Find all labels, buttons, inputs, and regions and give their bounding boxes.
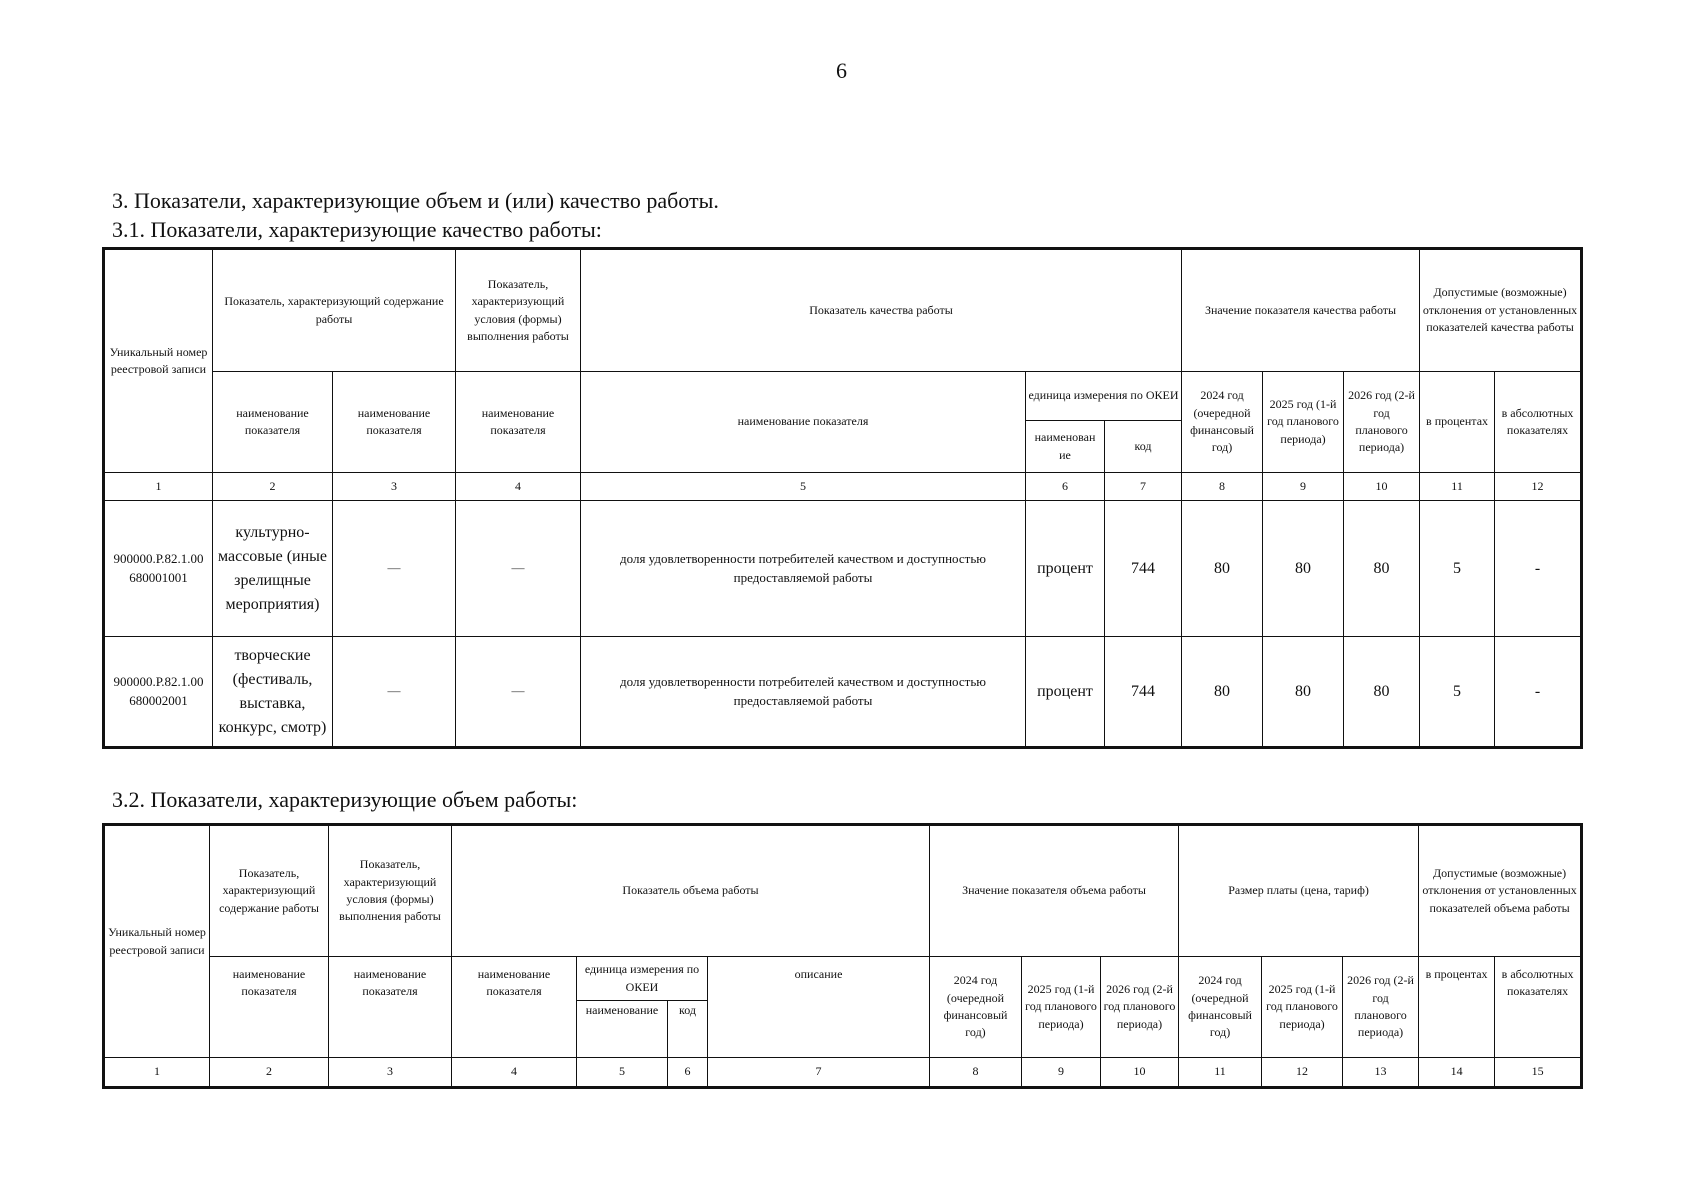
column-number: 5 [577, 1058, 668, 1087]
column-number: 2 [210, 1058, 329, 1087]
column-number: 7 [1105, 473, 1182, 501]
header-year-2025: 2025 год (1-й год планового периода) [1263, 372, 1344, 473]
header-content-indicator: Показатель, характеризующий содержание работы [210, 826, 329, 957]
column-number: 14 [1419, 1058, 1495, 1087]
section-3-1-heading: 3.1. Показатели, характеризующие качество работы: [112, 217, 602, 242]
column-number: 4 [452, 1058, 577, 1087]
section-3-heading: 3. Показатели, характеризующие объем и (или) качество работы. [112, 188, 719, 213]
header-deviations: Допустимые (возможные) отклонения от установленных показателей объема работы [1419, 826, 1581, 957]
header-percent: в процентах [1419, 957, 1495, 1058]
header-fee-2024: 2024 год (очередной финансовый год) [1179, 957, 1262, 1058]
header-absolute: в абсолютных показателях [1495, 957, 1581, 1058]
header-volume-2026: 2026 год (2-й год планового периода) [1101, 957, 1179, 1058]
header-unit-name: наименован ие [1026, 421, 1105, 473]
deviation-absolute-cell: - [1495, 501, 1581, 637]
unit-name-cell: процент [1026, 637, 1105, 747]
content-name2-cell: — [333, 637, 456, 747]
table-row [105, 501, 1581, 637]
header-volume-value: Значение показателя объема работы [930, 826, 1179, 957]
unique-number-cell: 900000.Р.82.1.00 680001001 [105, 501, 213, 637]
volume-indicators-table [104, 825, 1581, 1087]
header-unit-name: наименование [577, 1001, 668, 1058]
header-content-indicator: Показатель, характеризующий содержание работы [213, 250, 456, 372]
column-number: 6 [668, 1058, 708, 1087]
header-description: описание [708, 957, 930, 1058]
header-deviations: Допустимые (возможные) отклонения от установленных показателей качества работы [1420, 250, 1581, 372]
column-number: 2 [213, 473, 333, 501]
section-3-2-heading: 3.2. Показатели, характеризующие объем работы: [112, 787, 578, 812]
column-number: 13 [1343, 1058, 1419, 1087]
header-fee-2026: 2026 год (2-й год планового периода) [1343, 957, 1419, 1058]
indicator-name-cell: доля удовлетворенности потребителей качеством и доступностью предоставляемой работы [581, 637, 1026, 747]
header-unit-code: код [668, 1001, 708, 1058]
deviation-absolute-cell: - [1495, 637, 1581, 747]
header-volume-indicator: Показатель объема работы [452, 826, 930, 957]
unit-name-cell: процент [1026, 501, 1105, 637]
header-unique-number: Уникальный номер реестровой записи [105, 826, 210, 1058]
header-volume-2024: 2024 год (очередной финансовый год) [930, 957, 1022, 1058]
column-number: 10 [1344, 473, 1420, 501]
content-name-cell: творческие (фестиваль, выставка, конкурс, смотр) [213, 637, 333, 747]
column-number: 11 [1420, 473, 1495, 501]
column-number: 12 [1495, 473, 1581, 501]
header-okei-unit: единица измерения по ОКЕИ [1026, 372, 1182, 421]
column-number: 1 [105, 1058, 210, 1087]
deviation-percent-cell: 5 [1420, 637, 1495, 747]
column-number: 3 [329, 1058, 452, 1087]
value-2026-cell: 80 [1344, 637, 1420, 747]
content-name2-cell: — [333, 501, 456, 637]
column-number: 7 [708, 1058, 930, 1087]
column-number: 1 [105, 473, 213, 501]
content-name-cell: культурно-массовые (иные зрелищные мероприятия) [213, 501, 333, 637]
column-number: 5 [581, 473, 1026, 501]
column-number: 11 [1179, 1058, 1262, 1087]
header-unique-number: Уникальный номер реестровой записи [105, 250, 213, 473]
table-row [105, 637, 1581, 747]
quality-indicators-table [104, 249, 1581, 747]
indicator-name-cell: доля удовлетворенности потребителей качеством и доступностью предоставляемой работы [581, 501, 1026, 637]
value-2025-cell: 80 [1263, 637, 1344, 747]
value-2024-cell: 80 [1182, 501, 1263, 637]
header-okei-unit: единица измерения по ОКЕИ [577, 957, 708, 1001]
column-number: 8 [930, 1058, 1022, 1087]
header-indicator-name-3: наименование показателя [452, 957, 577, 1058]
unit-code-cell: 744 [1105, 501, 1182, 637]
header-year-2024: 2024 год (очередной финансовый год) [1182, 372, 1263, 473]
unit-code-cell: 744 [1105, 637, 1182, 747]
value-2024-cell: 80 [1182, 637, 1263, 747]
header-indicator-name-1: наименование показателя [210, 957, 329, 1058]
header-absolute: в абсолютных показателях [1495, 372, 1581, 473]
column-number: 3 [333, 473, 456, 501]
header-condition-indicator: Показатель, характеризующий условия (формы) выполнения работы [456, 250, 581, 372]
header-indicator-name-4: наименование показателя [581, 372, 1026, 473]
deviation-percent-cell: 5 [1420, 501, 1495, 637]
column-number: 12 [1262, 1058, 1343, 1087]
page-number: 6 [836, 58, 847, 83]
header-indicator-name-2: наименование показателя [333, 372, 456, 473]
condition-name-cell: — [456, 501, 581, 637]
column-number: 15 [1495, 1058, 1581, 1087]
header-year-2026: 2026 год (2-й год планового периода) [1344, 372, 1420, 473]
value-2025-cell: 80 [1263, 501, 1344, 637]
header-fee-2025: 2025 год (1-й год планового периода) [1262, 957, 1343, 1058]
column-number: 10 [1101, 1058, 1179, 1087]
condition-name-cell: — [456, 637, 581, 747]
header-quality-indicator: Показатель качества работы [581, 250, 1182, 372]
header-condition-indicator: Показатель, характеризующий условия (формы) выполнения работы [329, 826, 452, 957]
column-number: 6 [1026, 473, 1105, 501]
header-percent: в процентах [1420, 372, 1495, 473]
unique-number-cell: 900000.Р.82.1.00 680002001 [105, 637, 213, 747]
header-indicator-name-2: наименование показателя [329, 957, 452, 1058]
column-number: 9 [1022, 1058, 1101, 1087]
header-fee: Размер платы (цена, тариф) [1179, 826, 1419, 957]
header-volume-2025: 2025 год (1-й год планового периода) [1022, 957, 1101, 1058]
header-quality-value: Значение показателя качества работы [1182, 250, 1420, 372]
header-unit-code: код [1105, 421, 1182, 473]
column-number: 9 [1263, 473, 1344, 501]
column-number: 8 [1182, 473, 1263, 501]
column-number: 4 [456, 473, 581, 501]
value-2026-cell: 80 [1344, 501, 1420, 637]
header-indicator-name-3: наименование показателя [456, 372, 581, 473]
header-indicator-name-1: наименование показателя [213, 372, 333, 473]
